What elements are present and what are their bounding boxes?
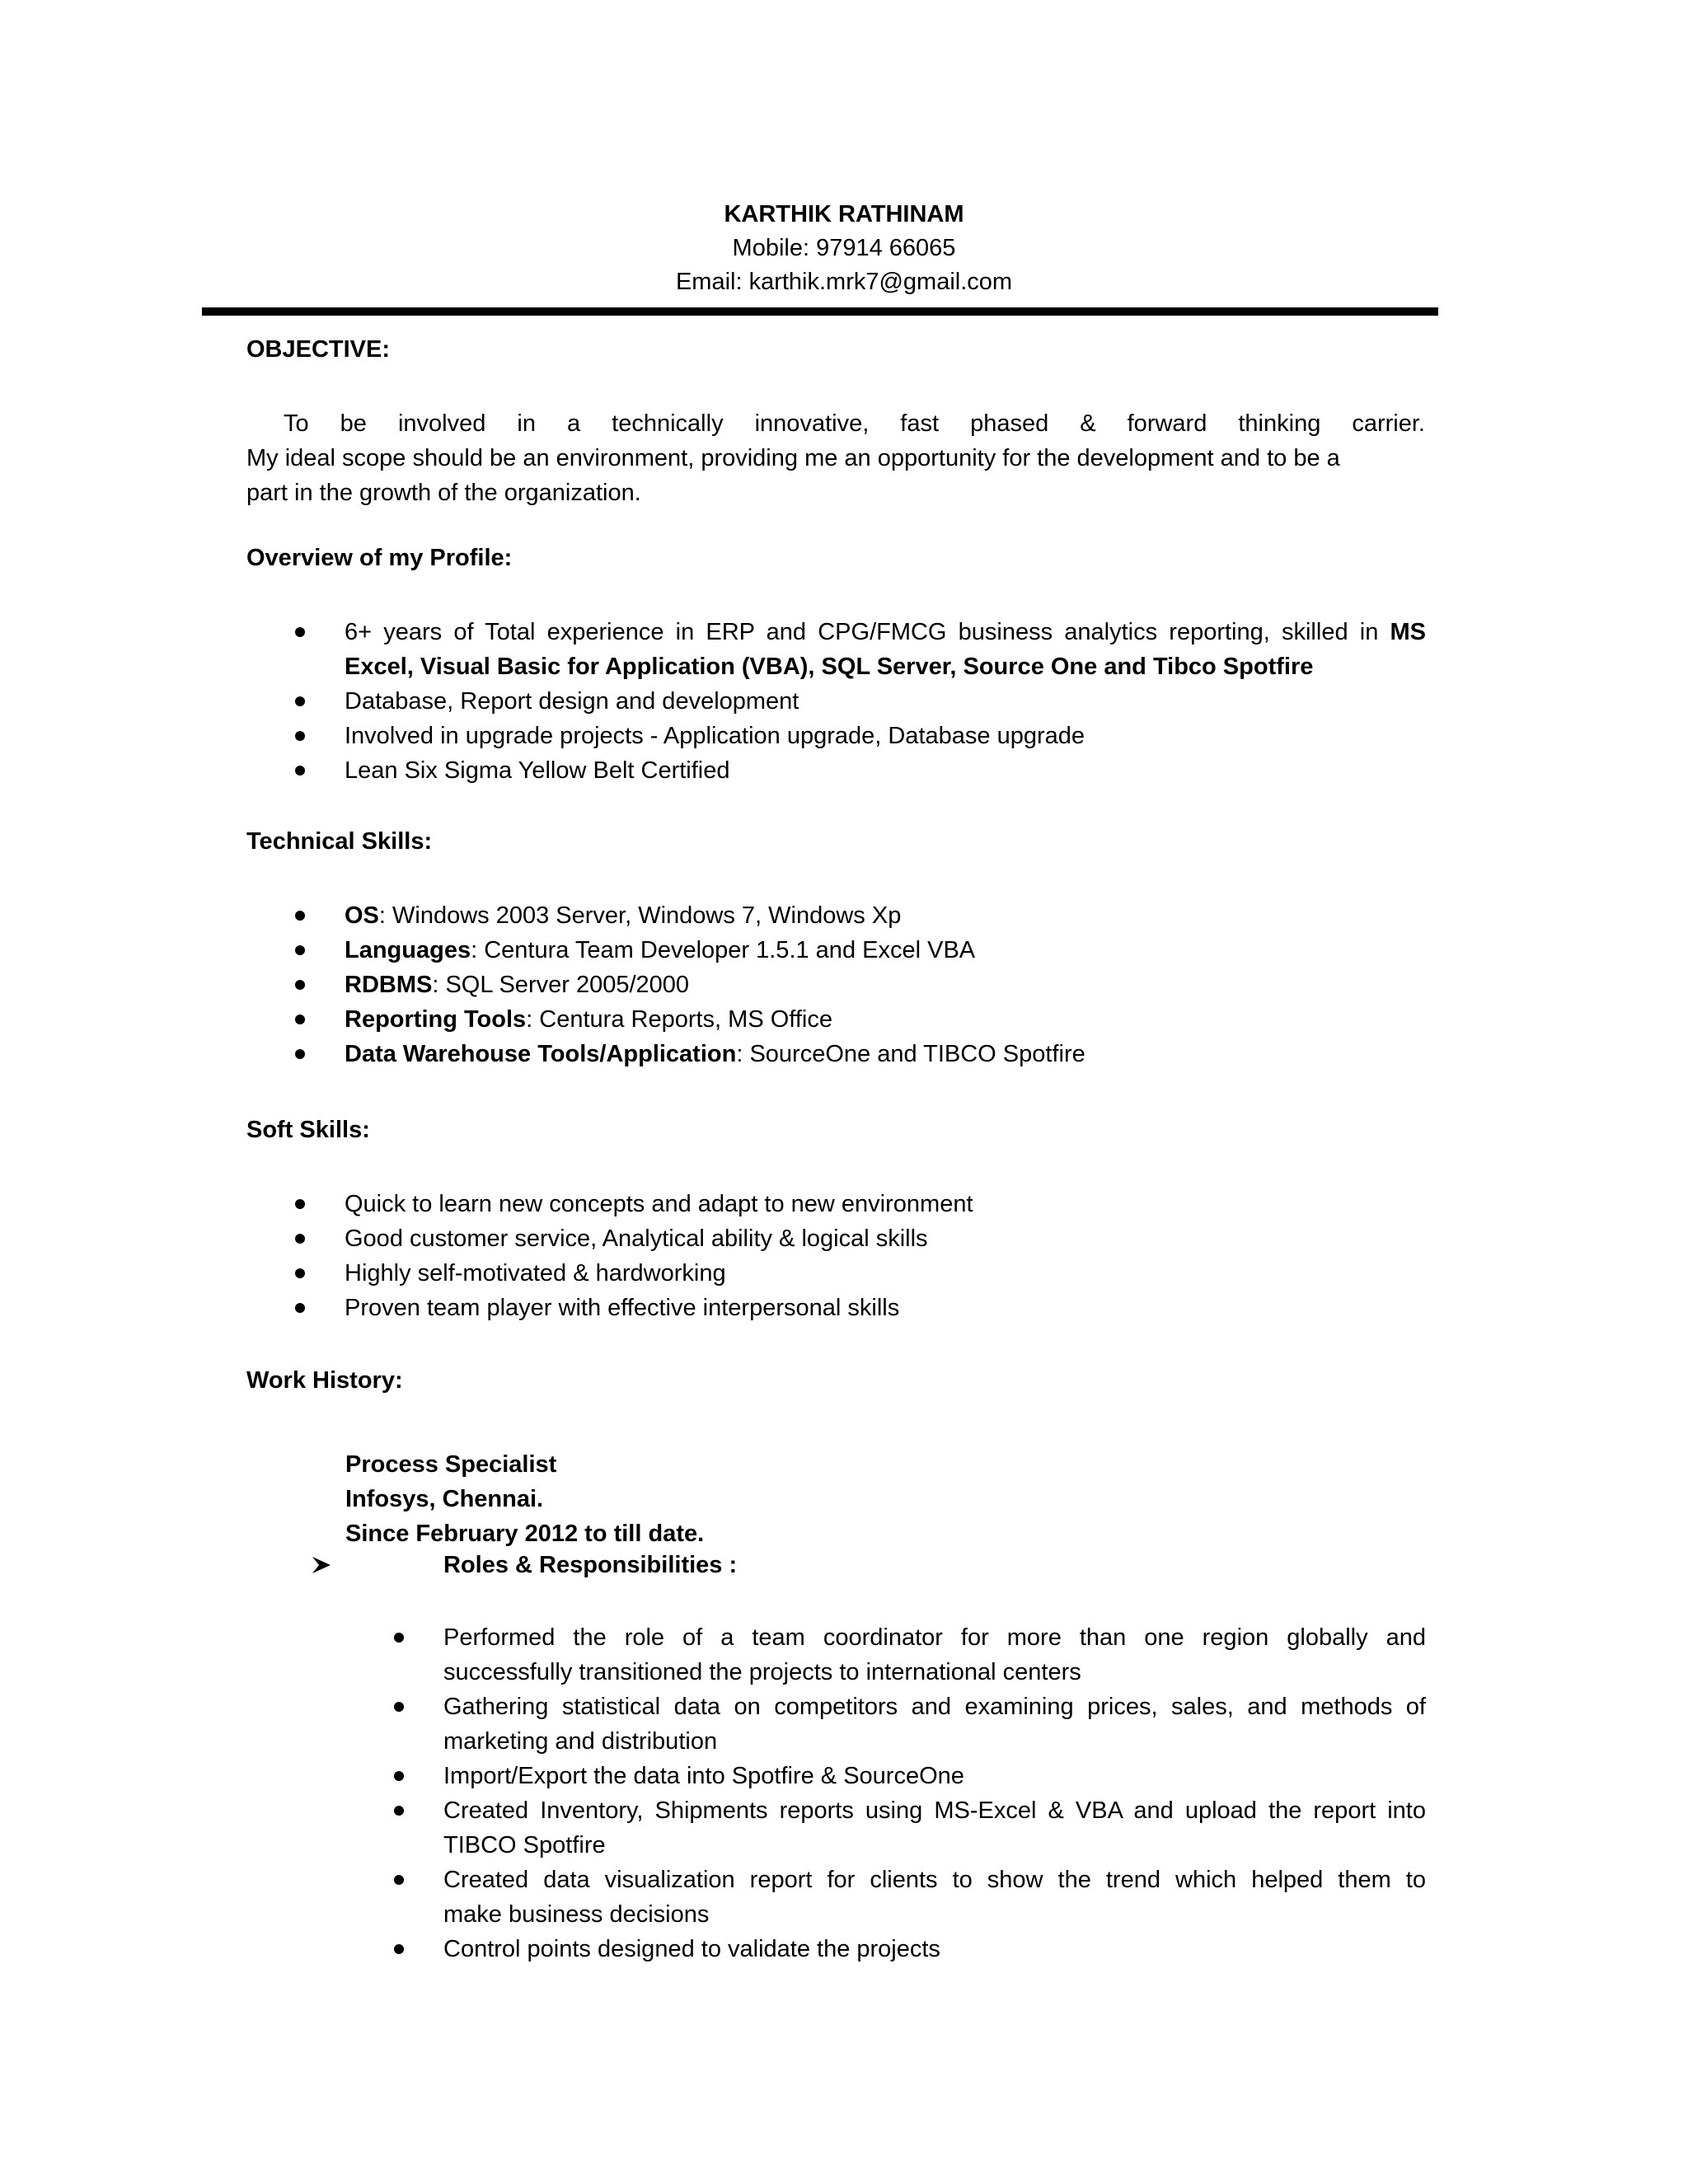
list-item [394,1690,1426,1759]
responsibility-line-2: marketing and distribution [443,1728,718,1755]
overview-item-text: 6+ years of Total experience in ERP and CPG/FMCG business analytics reporting, skilled in [345,619,1390,645]
header-divider [202,307,1438,316]
list-item [394,1863,1426,1932]
objective-line-3: part in the growth of the organization. [246,480,641,506]
bullet-icon [394,1806,404,1816]
bullet-icon [295,911,305,921]
skill-value: : SQL Server 2005/2000 [432,972,690,998]
skill-label: Data Warehouse Tools/Application [345,1041,737,1067]
objective-line-1: To be involved in a technically innovative, fast phased & forward thinking carrier. [284,410,1425,437]
bullet-icon [295,1049,305,1059]
bullet-icon [295,1015,305,1024]
job-title: Process Specialist [345,1451,557,1478]
soft-skill-text: Quick to learn new concepts and adapt to new environment [345,1191,973,1217]
work-history-title: Work History: [246,1367,403,1394]
responsibility-line-1: Performed the role of a team coordinator for more than one region globally and [443,1624,1426,1651]
list-item [295,1002,1426,1037]
responsibility-line-1: Created Inventory, Shipments reports using MS-Excel & VBA and upload the report into [443,1797,1426,1824]
list-item [295,1187,1426,1221]
soft-skill-text: Good customer service, Analytical ability & logical skills [345,1226,928,1252]
responsibility-line-1: Created data visualization report for clients to show the trend which helped them to [443,1867,1426,1893]
responsibility-line-1: Control points designed to validate the projects [443,1936,940,1962]
objective-line-2: My ideal scope should be an environment, providing me an opportunity for the development and to be a [246,445,1340,471]
soft-skills-list [295,1187,1426,1325]
overview-item-text: Involved in upgrade projects - Application upgrade, Database upgrade [345,723,1085,749]
bullet-icon [295,627,305,637]
responsibility-line-1: Import/Export the data into Spotfire & SourceOne [443,1763,964,1789]
resume-header [0,198,1688,299]
responsibility-line-2: successfully transitioned the projects to international centers [443,1659,1081,1685]
overview-item-text: Lean Six Sigma Yellow Belt Certified [345,757,730,784]
list-item [295,1037,1426,1071]
list-item [394,1759,1426,1793]
skill-value: : Windows 2003 Server, Windows 7, Windows Xp [378,902,902,929]
list-item [295,1256,1426,1291]
list-item [295,684,1426,719]
soft-skill-text: Proven team player with effective interpersonal skills [345,1295,900,1321]
objective-title: OBJECTIVE: [246,336,391,363]
list-item [295,753,1426,788]
responsibility-line-2: TIBCO Spotfire [443,1832,606,1858]
list-item [295,933,1426,968]
list-item [295,615,1426,684]
arrow-bullet-icon [312,1556,331,1574]
list-item [295,1221,1426,1256]
overview-item-line-1 [345,615,1426,649]
responsibility-line-2: make business decisions [443,1901,710,1928]
bullet-icon [394,1771,404,1781]
bullet-icon [295,1303,305,1313]
list-item [394,1793,1426,1863]
overview-item-text: Database, Report design and development [345,688,799,715]
overview-title: Overview of my Profile: [246,545,513,571]
skill-label: Reporting Tools [345,1006,527,1033]
roles-label: Roles & Responsibilities : [443,1552,738,1578]
skill-value: : SourceOne and TIBCO Spotfire [736,1041,1085,1067]
bullet-icon [295,1234,305,1244]
bullet-icon [295,1268,305,1278]
work-entry [345,1447,704,1551]
list-item [295,719,1426,753]
objective-text [246,406,1425,510]
soft-skill-text: Highly self-motivated & hardworking [345,1260,726,1286]
list-item [394,1620,1426,1690]
bullet-icon [394,1702,404,1712]
list-item [295,1291,1426,1325]
skill-value: : Centura Reports, MS Office [526,1006,832,1033]
skill-value: : Centura Team Developer 1.5.1 and Excel VBA [471,937,976,963]
bullet-icon [295,945,305,955]
candidate-name: KARTHIK RATHINAM [724,201,964,227]
skill-label: OS [345,902,379,929]
bullet-icon [295,980,305,990]
soft-skills-title: Soft Skills: [246,1117,370,1143]
list-item [295,968,1426,1002]
skill-label: RDBMS [345,972,433,998]
bullet-icon [295,1199,305,1209]
overview-list [295,615,1426,788]
list-item [394,1932,1426,1966]
bullet-icon [295,696,305,706]
skill-label: Languages [345,937,471,963]
bullet-icon [394,1633,404,1643]
technical-skills-list [295,898,1426,1071]
technical-skills-title: Technical Skills: [246,828,433,855]
bullet-icon [394,1944,404,1954]
responsibilities-list [394,1620,1426,1966]
bullet-icon [394,1875,404,1885]
employment-period: Since February 2012 to till date. [345,1521,705,1547]
overview-item-line-2: Excel, Visual Basic for Application (VBA), SQL Server, Source One and Tibco Spotfire [345,654,1314,680]
overview-item-bold: MS [1390,619,1426,645]
bullet-icon [295,731,305,741]
list-item [295,898,1426,933]
responsibility-line-1: Gathering statistical data on competitors and examining prices, sales, and methods of [443,1694,1426,1720]
bullet-icon [295,766,305,776]
email-address: Email: karthik.mrk7@gmail.com [675,269,1013,295]
company-name: Infosys, Chennai. [345,1486,544,1512]
mobile-number: Mobile: 97914 66065 [732,235,956,261]
